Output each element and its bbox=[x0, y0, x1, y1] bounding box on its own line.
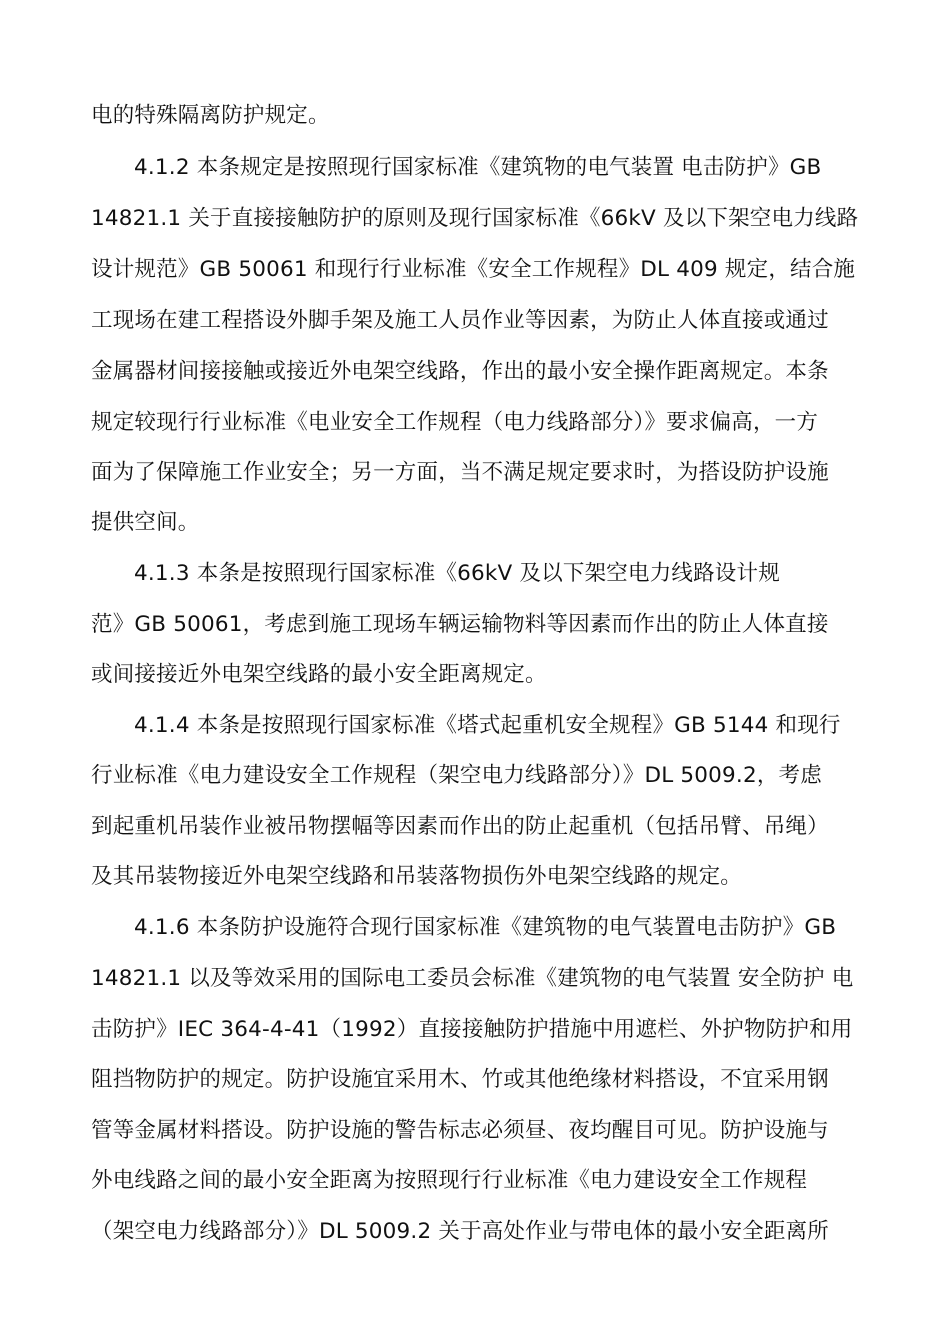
text-line: 工现场在建工程搭设外脚手架及施工人员作业等因素，为防止人体直接或通过 bbox=[91, 308, 829, 333]
text-line: 到起重机吊装作业被吊物摆幅等因素而作出的防止起重机（包括吊臂、吊绳） bbox=[91, 814, 829, 839]
text-line: 电的特殊隔离防护规定。 bbox=[91, 103, 330, 128]
text-line: （架空电力线路部分）》DL 5009.2 关于高处作业与带电体的最小安全距离所 bbox=[91, 1219, 829, 1244]
text-line: 14821.1 以及等效采用的国际电工委员会标准《建筑物的电气装置 安全防护 电 bbox=[91, 966, 854, 991]
text-line: 面为了保障施工作业安全；另一方面，当不满足规定要求时，为搭设防护设施 bbox=[91, 460, 829, 485]
text-line: 14821.1 关于直接接触防护的原则及现行国家标准《66kV 及以下架空电力线路 bbox=[91, 206, 859, 231]
text-line: 击防护》IEC 364-4-41（1992）直接接触防护措施中用遮栏、外护物防护和用 bbox=[91, 1017, 853, 1042]
text-line: 或间接接近外电架空线路的最小安全距离规定。 bbox=[91, 662, 547, 687]
text-line: 及其吊装物接近外电架空线路和吊装落物损伤外电架空线路的规定。 bbox=[91, 864, 743, 889]
text-line: 金属器材间接接触或接近外电架空线路，作出的最小安全操作距离规定。本条 bbox=[91, 359, 829, 384]
text-line: 外电线路之间的最小安全距离为按照现行行业标准《电力建设安全工作规程 bbox=[91, 1168, 808, 1193]
text-line: 管等金属材料搭设。防护设施的警告标志必须昼、夜均醒目可见。防护设施与 bbox=[91, 1118, 829, 1143]
paragraph-4-1-3-line: 4.1.3 本条是按照现行国家标准《66kV 及以下架空电力线路设计规 bbox=[134, 561, 780, 586]
paragraph-4-1-6-line: 4.1.6 本条防护设施符合现行国家标准《建筑物的电气装置电击防护》GB bbox=[134, 915, 837, 940]
text-line: 行业标准《电力建设安全工作规程（架空电力线路部分）》DL 5009.2，考虑 bbox=[91, 763, 822, 788]
paragraph-4-1-2-line: 4.1.2 本条规定是按照现行国家标准《建筑物的电气装置 电击防护》GB bbox=[134, 155, 822, 180]
text-line: 阻挡物防护的规定。防护设施宜采用木、竹或其他绝缘材料搭设，不宜采用钢 bbox=[91, 1067, 829, 1092]
text-line: 提供空间。 bbox=[91, 510, 200, 535]
text-line: 设计规范》GB 50061 和现行行业标准《安全工作规程》DL 409 规定，结合施 bbox=[91, 257, 856, 282]
paragraph-4-1-4-line: 4.1.4 本条是按照现行国家标准《塔式起重机安全规程》GB 5144 和现行 bbox=[134, 713, 841, 738]
text-line: 范》GB 50061，考虑到施工现场车辆运输物料等因素而作出的防止人体直接 bbox=[91, 612, 829, 637]
text-line: 规定较现行行业标准《电业安全工作规程（电力线路部分）》要求偏高，一方 bbox=[91, 410, 819, 435]
